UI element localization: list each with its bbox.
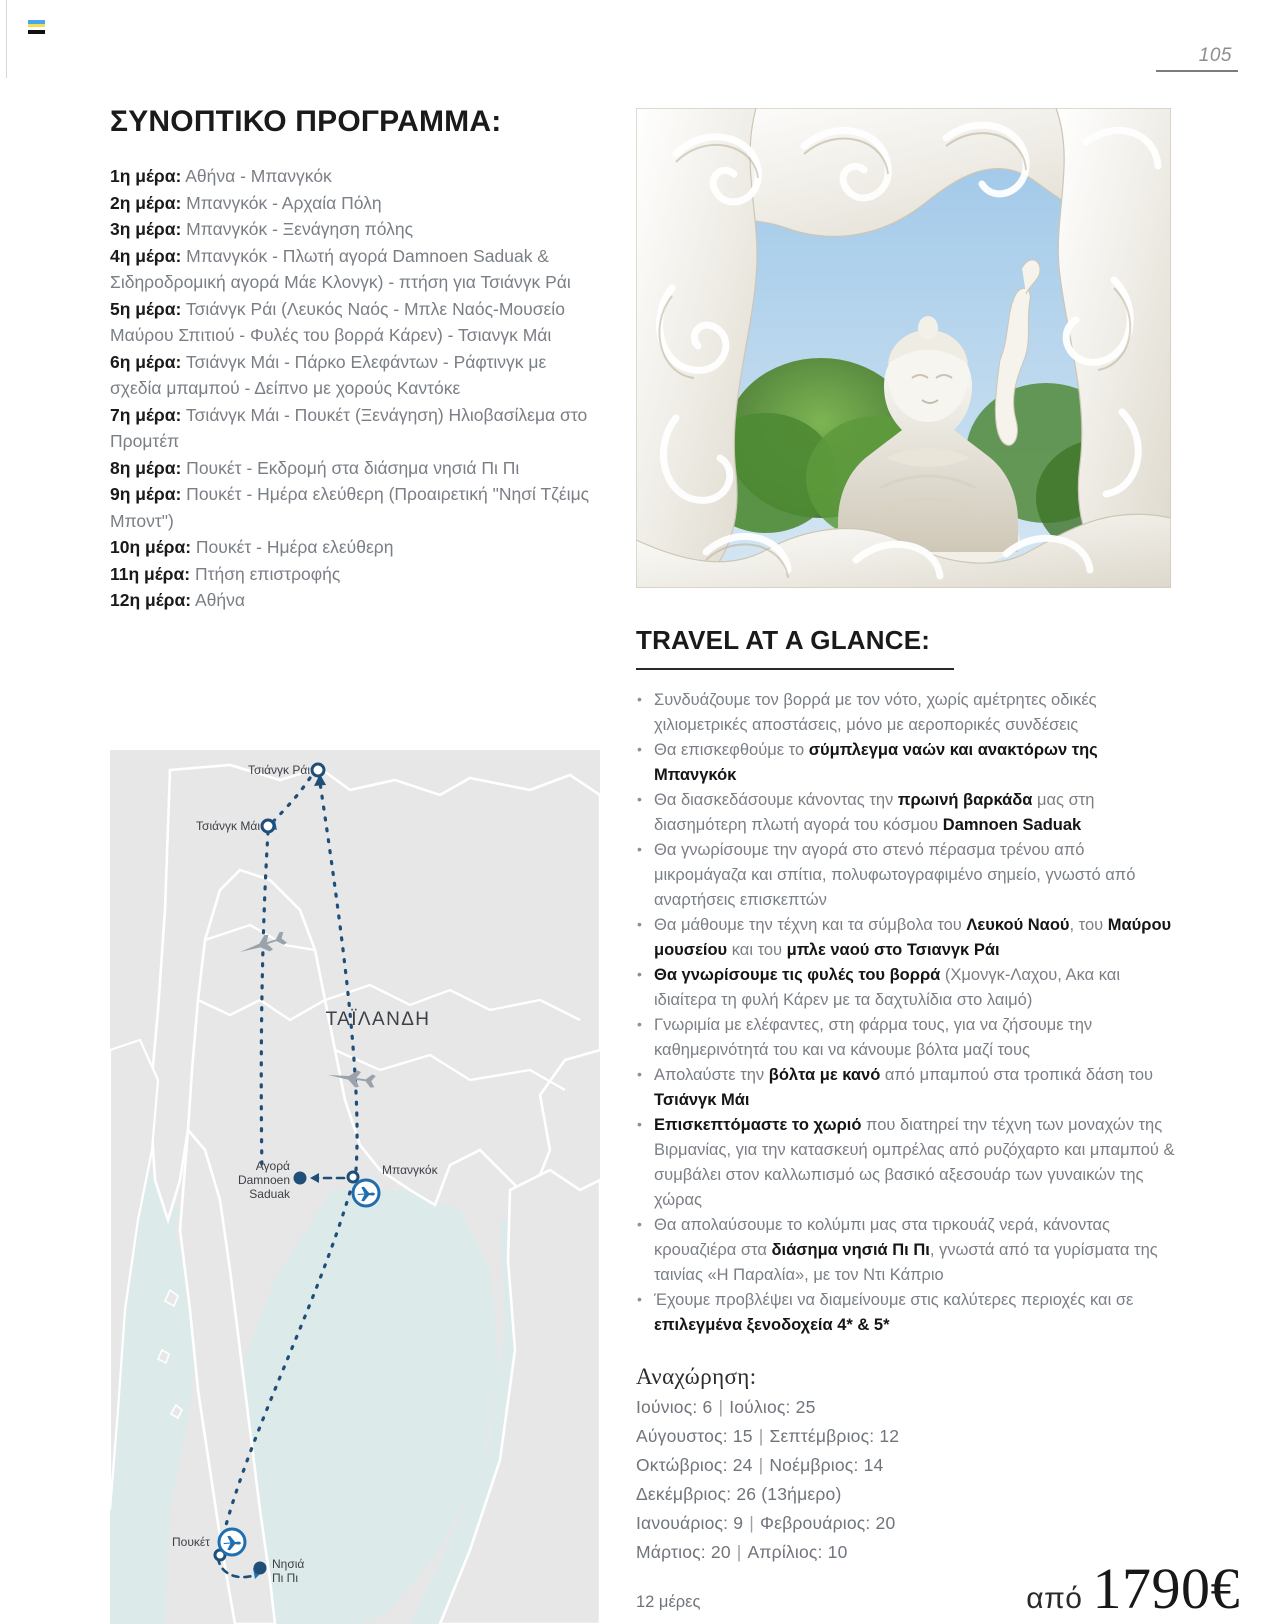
- glance-item: [636, 963, 1176, 1013]
- itinerary-day-label: 12η μέρα:: [110, 590, 192, 610]
- itinerary-day: [110, 296, 590, 349]
- itinerary-list: [110, 163, 594, 614]
- marker-phi-phi: [254, 1562, 267, 1575]
- departure-separator: |: [718, 1397, 724, 1417]
- glance-item: [636, 1288, 1176, 1338]
- itinerary-day-label: 9η μέρα:: [110, 484, 182, 504]
- glance-item-text: , του: [1069, 916, 1108, 934]
- itinerary-day: [110, 587, 590, 614]
- itinerary-day: [110, 402, 593, 455]
- itinerary-day-text: Αθήνα: [191, 590, 245, 610]
- itinerary-day-text: Πτήση επιστροφής: [190, 563, 341, 584]
- itinerary-day-text: Μπανγκόκ - Αρχαία Πόλη: [181, 192, 382, 213]
- departure-month-left: Ιούνιος: 6: [636, 1397, 713, 1417]
- itinerary-day: [110, 349, 590, 402]
- itinerary-day: [110, 481, 594, 534]
- glance-item-highlight: Μαύρου μουσείου: [654, 916, 1172, 959]
- page-edge-rule: [6, 0, 7, 78]
- itinerary-day-label: 7η μέρα:: [110, 404, 182, 425]
- departure-row: [636, 1509, 1176, 1538]
- departure-month-right: Ιούλιος: 25: [729, 1397, 816, 1417]
- glance-item-text: από μπαμπού στα τροπικά δάση του: [880, 1066, 1154, 1084]
- itinerary-day: [110, 163, 590, 190]
- glance-item-text: μας στη διασημότερη πλωτή αγορά του κόσμου: [654, 791, 1095, 834]
- departure-separator: |: [758, 1455, 764, 1475]
- glance-item: [636, 688, 1176, 738]
- itinerary-day: [110, 216, 590, 243]
- glance-item-highlight: μπλε ναού στο Τσιανγκ Ράι: [786, 941, 1000, 959]
- glance-item-highlight: επιλεγμένα ξενοδοχεία 4* & 5*: [654, 1316, 890, 1334]
- departures-block: [636, 1364, 1176, 1567]
- glance-item-highlight: Damnoen Saduak: [942, 816, 1082, 834]
- route-map-svg: [110, 750, 600, 1624]
- itinerary-day-label: 10η μέρα:: [110, 537, 192, 557]
- departure-row: [636, 1393, 1176, 1422]
- itinerary-day-text: Τσιάνγκ Μάι - Πάρκο Ελεφάντων - Ράφτινγκ με σχεδία μπαμπού - Δείπνο με χορούς Καντόκε: [110, 351, 552, 398]
- glance-item-text: , γνωστά από τα γυρίσματα της ταινίας «Η Παραλία», με τον Ντι Κάπριο: [654, 1241, 1158, 1284]
- glance-item: [636, 1113, 1176, 1213]
- logo-stripe-black: [28, 30, 45, 34]
- glance-item-text: Θα επισκεφθούμε το: [654, 741, 809, 759]
- departure-separator: |: [736, 1542, 742, 1562]
- departure-month-left: Αύγουστος: 15: [636, 1426, 753, 1446]
- map-label-damnoen-3: Saduak: [249, 1187, 290, 1201]
- price-block: [1026, 1556, 1240, 1621]
- glance-item-text: που διατηρεί την τέχνη των μοναχών της Βιρμανίας, για την κατασκευή ομπρέλας από ρυζόχαρτο και μπαμπού & συμβάλει στον καλλωπισμό ως βασικό αξεσουάρ των γυναικών της χώρας: [654, 1116, 1175, 1209]
- glance-item-text: Έχουμε προβλέψει να διαμείνουμε στις καλύτερες περιοχές και σε: [654, 1291, 1134, 1309]
- itinerary-day-text: Τσιάνγκ Μάι - Πουκέτ (Ξενάγηση) Ηλιοβασίλεμα στο Προμτέπ: [110, 404, 593, 451]
- map-label-bangkok: Μπανγκόκ: [382, 1163, 438, 1177]
- glance-section: [636, 625, 1176, 1612]
- trip-duration: 12 μέρες: [636, 1593, 701, 1611]
- itinerary-day-text: Πουκέτ - Εκδρομή στα διάσημα νησιά Πι Πι: [181, 457, 520, 478]
- itinerary-section: [110, 105, 594, 614]
- itinerary-day: [110, 190, 590, 217]
- brand-logo-mark: [28, 20, 45, 34]
- map-label-country: ΤΑΪΛΑΝΔΗ: [325, 1009, 431, 1030]
- itinerary-day-label: 2η μέρα:: [110, 192, 182, 213]
- page-number-rule: [1156, 70, 1238, 72]
- itinerary-day: [110, 534, 590, 561]
- glance-title-rule: [636, 668, 954, 670]
- map-label-phiphi-1: Νησιά: [272, 1557, 305, 1571]
- departures-title: Αναχώρηση:: [636, 1364, 757, 1389]
- map-label-phuket: Πουκέτ: [172, 1535, 210, 1549]
- departure-separator: |: [758, 1426, 764, 1446]
- glance-item-highlight: πρωινή βαρκάδα: [897, 791, 1033, 809]
- map-label-damnoen-1: Αγορά: [255, 1159, 290, 1173]
- departure-month-left: Μάρτιος: 20: [636, 1542, 731, 1562]
- glance-title: TRAVEL AT A GLANCE:: [636, 625, 931, 655]
- itinerary-day-text: Αθήνα - Μπανγκόκ: [181, 166, 332, 186]
- itinerary-day-text: Τσιάνγκ Ράι (Λευκός Ναός - Μπλε Ναός-Μουσείο Μαύρου Σπιτιού - Φυλές του βορρά Κάρεν) - Τσιανγκ Μάι: [110, 298, 570, 345]
- marker-damnoen-saduak: [294, 1172, 307, 1185]
- itinerary-day-label: 5η μέρα:: [110, 298, 182, 319]
- glance-item-text: Θα μάθουμε την τέχνη και τα σύμβολα του: [654, 916, 967, 934]
- departure-month-left: Οκτώβριος: 24: [636, 1455, 753, 1475]
- map-label-damnoen-2: Damnoen: [237, 1173, 290, 1187]
- glance-item: [636, 1013, 1176, 1063]
- glance-item-text: (Χμονγκ-Λαχου, Ακα και ιδιαίτερα τη φυλή Κάρεν με τα δαχτυλίδια στο λαιμό): [654, 966, 1120, 1009]
- glance-item-highlight: Επισκεπτόμαστε το χωριό: [654, 1116, 862, 1134]
- departure-month-left: Δεκέμβριος: 26 (13ήμερο): [636, 1484, 842, 1504]
- marker-chiang-mai: [262, 820, 274, 832]
- glance-item-highlight: Θα γνωρίσουμε τις φυλές του βορρά: [654, 966, 941, 984]
- departure-separator: |: [749, 1513, 754, 1533]
- itinerary-day: [110, 243, 590, 296]
- glance-item: [636, 838, 1176, 913]
- glance-item-text: Θα διασκεδάσουμε κάνοντας την: [654, 791, 898, 809]
- glance-item: [636, 788, 1176, 838]
- itinerary-day-text: Πουκέτ - Ημέρα ελεύθερη (Προαιρετική "Νησί Τζέιμς Μποντ"): [110, 484, 594, 531]
- price-prefix: από: [1026, 1582, 1083, 1615]
- glance-item: [636, 913, 1176, 963]
- itinerary-day-label: 11η μέρα:: [110, 563, 191, 584]
- itinerary-day: [110, 455, 590, 482]
- departure-month-right: Απρίλιος: 10: [747, 1542, 848, 1562]
- itinerary-day: [110, 561, 590, 588]
- marker-chiang-rai: [312, 764, 324, 776]
- glance-item-text: και του: [727, 941, 787, 959]
- glance-item-text: Θα απολαύσουμε το κολύμπι μας στα τιρκουάζ νερά, κάνοντας κρουαζιέρα στα: [654, 1216, 1111, 1259]
- departure-month-right: Σεπτέμβριος: 12: [769, 1426, 900, 1446]
- map-label-chiang-mai: Τσιάνγκ Μάι: [196, 819, 260, 833]
- itinerary-day-label: 1η μέρα:: [110, 166, 182, 186]
- itinerary-day-text: Μπανγκόκ - Ξενάγηση πόλης: [181, 219, 414, 239]
- marker-bangkok: [348, 1172, 358, 1182]
- glance-item-highlight: Τσιάνγκ Μάι: [654, 1091, 750, 1109]
- destination-photo: [636, 108, 1171, 588]
- itinerary-day-text: Πουκέτ - Ημέρα ελεύθερη: [191, 537, 394, 557]
- glance-item-text: Απολαύστε την: [654, 1066, 769, 1084]
- glance-item-highlight: βόλτα με κανό: [768, 1066, 881, 1084]
- departure-month-right: Φεβρουάριος: 20: [759, 1513, 896, 1533]
- itinerary-day-label: 6η μέρα:: [110, 351, 182, 372]
- glance-item: [636, 1063, 1176, 1113]
- departure-month-left: Ιανουάριος: 9: [636, 1513, 744, 1533]
- page-number: 105: [1198, 45, 1232, 66]
- glance-list: [636, 688, 1176, 1338]
- page-number-block: [1156, 45, 1238, 72]
- glance-item-text: Γνωριμία με ελέφαντες, στη φάρμα τους, για να ζήσουμε την καθημερινότητά του και να κάνουμε βόλτα μαζί τους: [654, 1016, 1093, 1059]
- map-label-phiphi-2: Πι Πι: [272, 1571, 298, 1585]
- itinerary-day-label: 3η μέρα:: [110, 219, 182, 239]
- photo-illustration: [636, 108, 1171, 588]
- glance-item-highlight: σύμπλεγμα ναών και ανακτόρων της Μπανγκόκ: [654, 741, 1098, 784]
- departure-month-right: Νοέμβριος: 14: [769, 1455, 884, 1475]
- price-amount: 1790€: [1092, 1556, 1240, 1621]
- glance-item-text: Συνδυάζουμε τον βορρά με τον νότο, χωρίς αμέτρητες οδικές χιλιομετρικές αποστάσεις, μόνο με αεροπορικές συνδέσεις: [654, 691, 1097, 734]
- departures-rows: [636, 1393, 1176, 1567]
- route-map: [110, 750, 600, 1624]
- itinerary-day-label: 4η μέρα:: [110, 245, 182, 266]
- glance-item-highlight: Λευκού Ναού: [966, 916, 1070, 934]
- glance-item: [636, 1213, 1176, 1288]
- departure-row: [636, 1451, 1176, 1480]
- map-label-chiang-rai: Τσιάνγκ Ράι: [248, 763, 310, 777]
- departure-row: [636, 1480, 1176, 1509]
- itinerary-day-label: 8η μέρα:: [110, 457, 182, 478]
- departure-row: [636, 1422, 1176, 1451]
- glance-item-text: Θα γνωρίσουμε την αγορά στο στενό πέρασμα τρένου από μικρομάγαζα και σπίτια, πολυφωτογραφιμένο σημείο, γνωστό από αναρτήσεις επισκεπτών: [654, 841, 1136, 909]
- itinerary-day-text: Μπανγκόκ - Πλωτή αγορά Damnoen Saduak & Σιδηροδρομική αγορά Μάε Κλονγκ) - πτήση για Τσιάνγκ Ράι: [110, 245, 571, 292]
- glance-item: [636, 738, 1176, 788]
- itinerary-title: ΣΥΝΟΠΤΙΚΟ ΠΡΟΓΡΑΜΜΑ:: [110, 105, 502, 138]
- glance-item-highlight: διάσημα νησιά Πι Πι: [771, 1241, 930, 1259]
